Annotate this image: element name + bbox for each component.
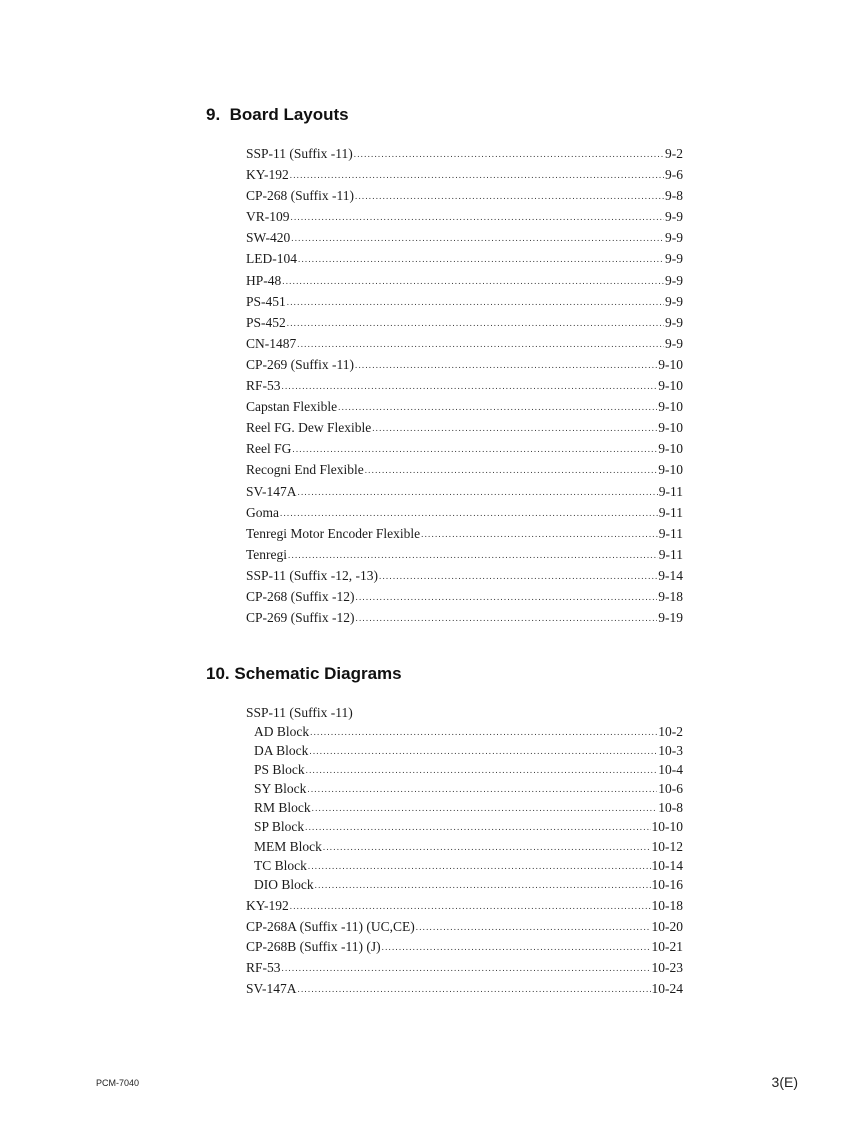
toc-sub-entry[interactable] — [246, 800, 683, 819]
toc-entry-page: 10-2 — [658, 724, 683, 739]
dot-leader — [306, 765, 658, 775]
dot-leader — [298, 984, 651, 994]
toc-entry[interactable] — [246, 188, 683, 209]
toc-entry[interactable] — [246, 547, 683, 568]
dot-leader — [298, 487, 658, 497]
dot-leader — [298, 254, 664, 264]
dot-leader — [287, 318, 664, 328]
dot-leader — [282, 963, 651, 973]
dot-leader — [310, 727, 657, 737]
dot-leader — [355, 360, 657, 370]
section-title-board-layouts: 9. Board Layouts — [206, 105, 349, 124]
toc-entry-page: 9-10 — [658, 378, 683, 394]
toc-entry-label: RF-53 — [246, 378, 281, 394]
toc-entry-page: 9-10 — [658, 441, 683, 457]
toc-entry-page: 9-6 — [665, 167, 683, 183]
toc-entry-page: 9-9 — [665, 293, 683, 309]
toc-entry[interactable] — [246, 589, 683, 610]
toc-entry[interactable] — [246, 526, 683, 547]
toc-entry[interactable] — [246, 981, 683, 1002]
toc-entry-label: TC Block — [254, 857, 307, 873]
toc-entry-label: HP-48 — [246, 272, 282, 288]
board-layouts-toc — [246, 146, 683, 631]
toc-entry[interactable] — [246, 568, 683, 589]
dot-leader — [356, 592, 658, 602]
dot-leader — [379, 571, 657, 581]
dot-leader — [372, 423, 657, 433]
dot-leader — [354, 149, 664, 159]
toc-entry-page: 10-23 — [651, 960, 683, 976]
toc-entry-label: RF-53 — [246, 960, 281, 976]
toc-entry-page: 10-18 — [651, 898, 683, 913]
toc-entry[interactable] — [246, 960, 683, 981]
toc-entry-page: 9-10 — [658, 356, 683, 372]
dot-leader — [282, 276, 664, 286]
toc-entry[interactable] — [246, 209, 683, 230]
footer-page-number: 3(E) — [771, 1074, 798, 1090]
toc-sub-entry[interactable] — [246, 743, 683, 762]
toc-entry-label: CP-269 (Suffix -11) — [246, 356, 354, 372]
toc-group-heading-label: SSP-11 (Suffix -11) — [246, 705, 353, 720]
toc-sub-entry[interactable] — [246, 762, 683, 781]
toc-entry[interactable] — [246, 610, 683, 631]
toc-entry-page: 10-24 — [651, 980, 683, 996]
toc-entry-page: 10-10 — [651, 819, 683, 835]
toc-entry[interactable] — [246, 919, 683, 940]
toc-entry-label: SSP-11 (Suffix -12, -13) — [246, 567, 379, 583]
toc-entry-label: KY-192 — [246, 898, 289, 913]
toc-entry-page: 9-9 — [665, 209, 683, 225]
toc-entry-label: DA Block — [254, 743, 309, 759]
toc-entry[interactable] — [246, 336, 683, 357]
toc-entry-label: CP-269 (Suffix -12) — [246, 610, 355, 626]
toc-entry-label: RM Block — [254, 800, 311, 816]
dot-leader — [307, 784, 657, 794]
dot-leader — [291, 233, 664, 243]
dot-leader — [382, 942, 651, 952]
toc-entry-label: Tenregi Motor Encoder Flexible — [246, 525, 421, 541]
toc-entry-label: CP-268B (Suffix -11) (J) — [246, 939, 381, 955]
dot-leader — [312, 803, 658, 813]
dot-leader — [305, 822, 650, 832]
toc-entry-page: 9-10 — [658, 420, 683, 436]
toc-entry-label: Reel FG. Dew Flexible — [246, 420, 372, 436]
toc-entry-page: 10-14 — [651, 857, 683, 873]
dot-leader — [290, 901, 651, 911]
toc-entry-label: SV-147A — [246, 980, 297, 996]
toc-entry-page: 9-19 — [658, 610, 683, 626]
toc-sub-entry[interactable] — [246, 724, 683, 743]
toc-entry[interactable] — [246, 441, 683, 462]
toc-entry-label: SSP-11 (Suffix -11) — [246, 146, 353, 161]
toc-entry[interactable] — [246, 251, 683, 272]
toc-entry[interactable] — [246, 294, 683, 315]
toc-entry-label: VR-109 — [246, 209, 290, 225]
toc-entry-label: Reel FG — [246, 441, 292, 457]
toc-entry-label: MEM Block — [254, 838, 322, 854]
toc-entry[interactable] — [246, 505, 683, 526]
dot-leader — [323, 842, 651, 852]
toc-entry-label: Tenregi — [246, 546, 288, 562]
toc-entry[interactable] — [246, 230, 683, 251]
toc-entry[interactable] — [246, 420, 683, 441]
toc-entry[interactable] — [246, 378, 683, 399]
toc-entry-page: 9-8 — [665, 188, 683, 204]
dot-leader — [288, 550, 658, 560]
toc-entry-page: 10-16 — [651, 876, 683, 892]
toc-entry[interactable] — [246, 484, 683, 505]
toc-entry[interactable] — [246, 357, 683, 378]
toc-sub-entry[interactable] — [246, 839, 683, 858]
schematic-group-heading-wrap — [246, 705, 683, 725]
toc-sub-entry[interactable] — [246, 781, 683, 800]
toc-entry-label: PS Block — [254, 762, 305, 778]
toc-group-heading — [246, 705, 683, 725]
toc-entry-page: 10-12 — [651, 838, 683, 854]
dot-leader — [338, 402, 657, 412]
toc-entry-label: Recogni End Flexible — [246, 462, 364, 478]
toc-entry[interactable] — [246, 462, 683, 483]
toc-entry-page: 9-9 — [665, 314, 683, 330]
toc-entry-page: 9-14 — [658, 567, 683, 583]
toc-entry-label: PS-451 — [246, 293, 286, 309]
dot-leader — [290, 170, 664, 180]
toc-entry-page: 9-9 — [665, 272, 683, 288]
dot-leader — [287, 297, 664, 307]
dot-leader — [291, 212, 665, 222]
dot-leader — [309, 746, 657, 756]
toc-entry-label: KY-192 — [246, 167, 289, 183]
toc-sub-entry[interactable] — [246, 819, 683, 838]
toc-entry-label: AD Block — [254, 724, 310, 739]
toc-entry-label: SV-147A — [246, 483, 297, 499]
toc-entry[interactable] — [246, 315, 683, 336]
toc-entry-page: 10-4 — [658, 762, 683, 778]
toc-entry[interactable] — [246, 399, 683, 420]
toc-entry-page: 9-11 — [658, 504, 683, 520]
toc-sub-entry[interactable] — [246, 877, 683, 896]
toc-entry-label: Goma — [246, 504, 279, 520]
toc-entry-page: 9-11 — [658, 525, 683, 541]
toc-entry[interactable] — [246, 146, 683, 167]
toc-entry-page: 9-9 — [665, 251, 683, 267]
toc-entry-page: 9-10 — [658, 462, 683, 478]
section-title-schematic-diagrams: 10. Schematic Diagrams — [206, 664, 402, 683]
toc-entry[interactable] — [246, 273, 683, 294]
dot-leader — [308, 861, 651, 871]
dot-leader — [297, 339, 664, 349]
dot-leader — [416, 922, 651, 932]
toc-entry-label: PS-452 — [246, 314, 286, 330]
dot-leader — [421, 529, 658, 539]
toc-entry-page: 9-9 — [665, 335, 683, 351]
toc-entry-page: 10-6 — [658, 781, 683, 797]
dot-leader — [282, 381, 658, 391]
toc-entry-page: 9-18 — [658, 588, 683, 604]
toc-entry-label: CP-268 (Suffix -12) — [246, 588, 355, 604]
footer-model: PCM-7040 — [96, 1078, 140, 1088]
dot-leader — [292, 444, 657, 454]
schematic-diagrams-toc — [246, 898, 683, 1001]
toc-entry-label: CP-268 (Suffix -11) — [246, 188, 354, 204]
schematic-sub-toc — [246, 724, 683, 896]
dot-leader — [280, 508, 658, 518]
toc-entry-page: 10-3 — [658, 743, 683, 759]
toc-entry-page: 9-11 — [658, 546, 683, 562]
toc-entry-label: LED-104 — [246, 251, 297, 267]
toc-entry-page: 10-8 — [658, 800, 683, 816]
toc-entry-label: Capstan Flexible — [246, 399, 338, 415]
toc-entry-label: SY Block — [254, 781, 307, 797]
dot-leader — [356, 613, 658, 623]
toc-entry-page: 9-10 — [658, 399, 683, 415]
toc-entry-label: DIO Block — [254, 876, 314, 892]
toc-entry[interactable] — [246, 939, 683, 960]
toc-entry-page: 9-9 — [665, 230, 683, 246]
toc-entry[interactable] — [246, 898, 683, 919]
toc-entry-page: 10-21 — [651, 939, 683, 955]
toc-entry-label: CP-268A (Suffix -11) (UC,CE) — [246, 918, 415, 934]
toc-entry-page: 10-20 — [651, 918, 683, 934]
dot-leader — [365, 465, 658, 475]
toc-entry-label: CN-1487 — [246, 335, 297, 351]
toc-entry-label: SP Block — [254, 819, 305, 835]
dot-leader — [315, 880, 651, 890]
toc-entry-page: 9-2 — [665, 146, 683, 161]
dot-leader — [355, 191, 664, 201]
toc-entry-label: SW-420 — [246, 230, 291, 246]
toc-entry[interactable] — [246, 167, 683, 188]
toc-sub-entry[interactable] — [246, 858, 683, 877]
toc-entry-page: 9-11 — [658, 483, 683, 499]
